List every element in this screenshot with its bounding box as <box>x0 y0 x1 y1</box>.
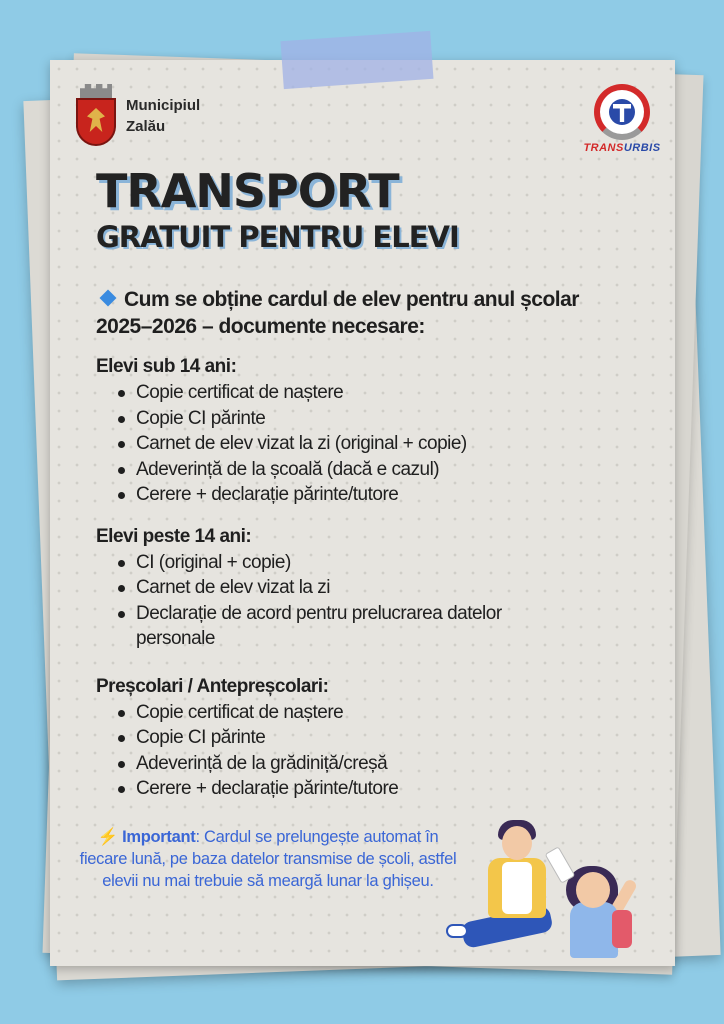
intro-text: Cum se obține cardul de elev pentru anul școlar 2025–2026 – documente necesare: <box>96 288 579 338</box>
section-preschool <box>96 674 616 802</box>
transurbis-logo <box>582 84 662 154</box>
transurbis-emblem-icon <box>594 84 650 140</box>
brand-part2: URBIS <box>623 142 661 154</box>
brand-part1: TRANS <box>583 142 624 154</box>
section-title: Preșcolari / Antepreșcolari: <box>96 675 329 697</box>
municipality-line2: Zalău <box>126 118 166 135</box>
municipality-name <box>126 95 200 137</box>
list-item: CI (original + copie) <box>114 550 616 576</box>
list-item: Copie CI părinte <box>114 725 616 751</box>
municipality-line1: Municipiul <box>126 97 201 114</box>
list-item: Cerere + declarație părinte/tutore <box>114 482 616 508</box>
section-over-14 <box>96 524 616 652</box>
section-under-14 <box>96 354 616 508</box>
students-illustration <box>440 818 670 968</box>
title-line1: TRANSPORT <box>96 164 399 218</box>
document-list <box>114 380 616 508</box>
title-line2: GRATUIT PENTRU ELEVI <box>96 220 459 254</box>
municipality-logo <box>74 84 200 148</box>
list-item: Copie certificat de naștere <box>114 700 616 726</box>
important-note <box>78 826 458 892</box>
list-item: Cerere + declarație părinte/tutore <box>114 776 616 802</box>
document-list <box>114 700 616 802</box>
note-label: Important <box>122 828 196 846</box>
intro-heading <box>96 286 616 340</box>
section-title: Elevi sub 14 ani: <box>96 356 237 377</box>
list-item: Adeverință de la grădiniță/creșă <box>114 751 616 777</box>
poster-title <box>96 165 459 257</box>
document-list <box>114 550 616 652</box>
lightning-icon: ⚡ <box>97 828 118 846</box>
coat-of-arms-icon <box>74 84 118 148</box>
list-item: Copie CI părinte <box>114 406 616 432</box>
list-item: Copie certificat de naștere <box>114 380 616 406</box>
diamond-icon <box>100 290 117 307</box>
brand-name <box>582 142 662 154</box>
note-text: : Cardul se prelungește automat în fiecare lună, pe baza datelor transmise de școli, astfel elevii nu mai trebuie să meargă lunar la ghișeu. <box>79 828 457 890</box>
list-item: Carnet de elev vizat la zi <box>114 575 616 601</box>
list-item: Adeverință de la școală (dacă e cazul) <box>114 457 616 483</box>
section-title: Elevi peste 14 ani: <box>96 525 252 547</box>
list-item: Declarație de acord pentru prelucrarea datelor personale <box>114 601 584 652</box>
main-content <box>96 286 616 802</box>
list-item: Carnet de elev vizat la zi (original + copie) <box>114 431 616 457</box>
